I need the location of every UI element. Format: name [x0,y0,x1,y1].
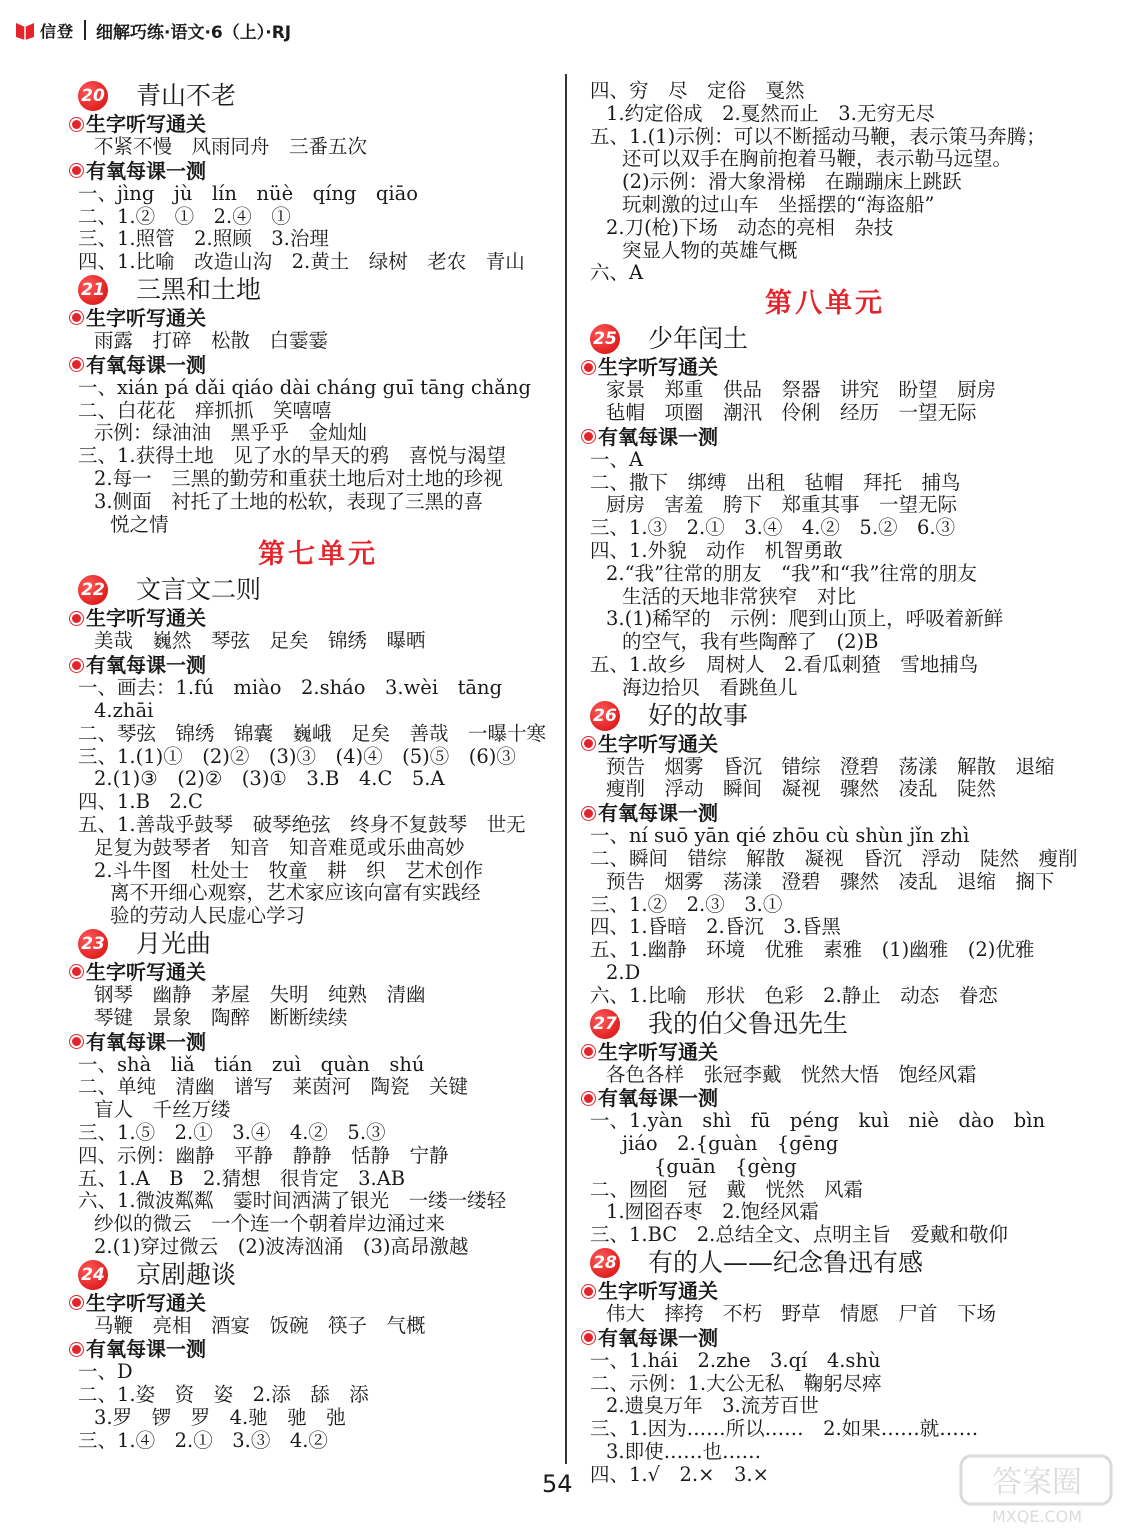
section-heading [584,1279,1060,1303]
answer-line: 琴键 景象 陶醉 断断续续 [94,1005,348,1029]
lesson-number-badge: 24 [78,1260,108,1290]
answer-line: 一、D [78,1360,133,1384]
section-heading-text: 生字听写通关 [86,112,206,136]
red-dot-icon [72,120,81,129]
lesson-title [590,700,1060,732]
section-heading-text: 生字听写通关 [598,1039,718,1064]
answer-line: 二、白花花 痒抓抓 笑嘻嘻 [78,398,332,422]
lesson-title [78,80,558,112]
red-dot-icon [72,313,81,322]
section-heading [584,355,1060,379]
section-heading-text: 有氧每课一测 [598,1325,718,1350]
red-dot-icon [584,1287,593,1296]
answer-line: 钢琴 幽静 茅屋 失明 纯熟 清幽 [94,982,426,1006]
red-dot-icon [584,1094,593,1103]
answer-line: 海边拾贝 看跳鱼儿 [622,675,798,699]
answer-line: 3.罗 锣 罗 4.驰 驰 弛 [94,1406,346,1430]
answer-line: 二、1.② ① 2.④ ① [78,204,291,228]
answer-line: 离不开细心观察，艺术家应该向富有实践经 [110,881,481,905]
section-heading-text: 有氧每课一测 [598,801,718,826]
lesson-title [78,928,558,960]
lesson-title [78,574,558,606]
answer-line: 一、A [590,447,644,471]
answer-line: 的空气，我有些陶醉了 (2)B [622,630,879,654]
answer-line: 3.即使……也…… [606,1440,762,1464]
lesson-title-text: 我的伯父鲁迅先生 [648,1008,849,1038]
answer-line: 2.每一 三黑的勤劳和重获土地后对土地的珍视 [94,466,503,490]
lesson-number-badge: 26 [590,701,620,731]
lesson-number-badge: 22 [78,575,108,605]
answer-line: 二、1.姿 资 姿 2.添 舔 添 [78,1383,369,1407]
answer-line: 三、1.⑤ 2.① 3.④ 4.② 5.③ [78,1120,386,1144]
answer-line: 2.“我”往常的朋友 “我”和“我”往常的朋友 [606,561,977,585]
answer-line: 还可以双手在胸前抱着马鞭，表示勒马远望。 [622,147,1013,171]
answer-line: 四、穷 尽 定俗 戛然 [590,79,805,102]
section-heading-text: 有氧每课一测 [86,1337,206,1362]
section-heading [584,801,1060,825]
answer-line: 四、示例：幽静 平静 静静 恬静 宁静 [78,1143,449,1167]
answer-line: 验的劳动人民虚心学习 [110,904,306,928]
answer-line: 一、shà liǎ tián zuì quàn shú [78,1052,425,1076]
answer-line: 示例：绿油油 黑乎乎 金灿灿 [94,421,368,445]
section-heading-text: 生字听写通关 [86,959,206,984]
section-heading [72,1337,558,1361]
answer-line: 毡帽 项圈 潮汛 伶俐 经历 一望无际 [606,400,977,424]
lesson-title-text: 三黑和土地 [136,274,262,304]
section-heading [72,353,558,377]
answer-line: 3.侧面 衬托了土地的松软，表现了三黑的喜 [94,489,484,513]
answer-line: 厨房 害羞 胯下 郑重其事 一望无际 [606,493,958,517]
red-dot-icon [72,166,81,175]
answer-line: 1.囫囵吞枣 2.饱经风霜 [606,1200,819,1224]
answer-line: 五、1.A B 2.猜想 很肯定 3.AB [78,1166,406,1190]
left-column [78,80,558,1453]
lesson-title-text: 好的故事 [648,700,749,730]
page-number: 54 [542,1470,573,1498]
answer-line: 三、1.② 2.③ 3.① [590,892,783,916]
answer-line: 预告 烟雾 荡漾 澄碧 骤然 凌乱 退缩 搁下 [606,869,1055,893]
section-heading [72,606,558,630]
lesson-number-badge: 28 [590,1248,620,1278]
lesson-number-badge: 23 [78,929,108,959]
answer-line: 一、画去：1.fú miào 2.sháo 3.wèi tāng [78,676,503,700]
lesson-title-text: 月光曲 [136,928,212,958]
answer-line: 伟大 摔挎 不朽 野草 情愿 尸首 下场 [606,1302,997,1326]
lesson-number-badge: 21 [78,275,108,305]
answer-line: 三、1.照管 2.照顾 3.治理 [78,227,329,251]
section-heading-text: 生字听写通关 [86,305,206,330]
red-dot-icon [584,363,593,372]
section-heading-text: 有氧每课一测 [86,158,206,183]
answer-line: 3.(1)稀罕的 示例：爬到山顶上，呼吸着新鲜 [606,607,1004,631]
answer-line: 美哉 巍然 琴弦 足矣 锦绣 曝晒 [94,629,426,653]
red-dot-icon [72,661,81,670]
answer-line: 一、jìng jù lín nüè qíng qiāo [78,181,418,205]
section-heading-text: 生字听写通关 [86,606,206,631]
answer-line: 二、撒下 绑缚 出租 毡帽 拜托 捕鸟 [590,470,961,494]
section-heading-text: 有氧每课一测 [86,653,206,678]
lesson-title [78,1259,558,1291]
red-dot-icon [584,432,593,441]
answer-line: 五、1.幽静 环境 优雅 素雅 (1)幽雅 (2)优雅 [590,938,1035,962]
red-dot-icon [72,1298,81,1307]
answer-line: 足复为鼓琴者 知音 知音难觅或乐曲高妙 [94,835,465,859]
book-logo-icon [14,19,36,41]
red-dot-icon [72,1345,81,1354]
section-heading [584,1086,1060,1110]
answer-line: 玩刺激的过山车 坐摇摆的“海盗船” [622,192,935,216]
answer-line: 2.遗臭万年 3.流芳百世 [606,1394,819,1418]
section-heading-text: 生字听写通关 [598,1279,718,1304]
red-dot-icon [584,1333,593,1342]
answer-line: 2.(1)③ (2)② (3)① 3.B 4.C 5.A [94,767,445,791]
answer-line: 五、1.故乡 周树人 2.看瓜刺猹 雪地捕鸟 [590,652,979,676]
lesson-number-badge: 25 [590,324,620,354]
answer-line: 预告 烟雾 昏沉 错综 澄碧 荡漾 解散 退缩 [606,754,1055,778]
brand-name: 信登 [40,21,75,41]
red-dot-icon [72,360,81,369]
section-heading-text: 生字听写通关 [598,355,718,380]
answer-line: 四、1.B 2.C [78,790,203,814]
watermark-logo [959,1452,1119,1528]
answer-line: 三、1.③ 2.① 3.④ 4.② 5.② 6.③ [590,516,956,540]
section-heading [584,1326,1060,1350]
answer-line: {guān {gèng [654,1154,797,1178]
lesson-title [590,1008,1060,1040]
lesson-title-text: 青山不老 [136,81,237,110]
lesson-title-text: 有的人——纪念鲁迅有感 [648,1248,924,1278]
page-header [14,16,291,44]
red-dot-icon [584,739,593,748]
red-dot-icon [72,614,81,623]
unit-heading: 第八单元 [765,288,885,320]
answer-line: 五、1.善哉乎鼓琴 破琴绝弦 终身不复鼓琴 世无 [78,812,526,836]
answer-line: 家景 郑重 供品 祭器 讲究 盼望 厨房 [606,378,997,402]
answer-line: 一、1.yàn shì fū péng kuì niè dào bìn [590,1109,1046,1133]
answer-line: 三、1.(1)① (2)② (3)③ (4)④ (5)⑤ (6)③ [78,744,516,768]
answer-line: 三、1.④ 2.① 3.③ 4.② [78,1428,328,1452]
answer-line: 一、xián pá dǎi qiáo dài cháng guī tāng chǎng [78,375,531,399]
lesson-title [78,274,558,306]
answer-line: 雨露 打碎 松散 白霎霎 [94,328,329,352]
section-heading-text: 生字听写通关 [598,731,718,756]
answer-line: 2.(1)穿过微云 (2)波涛汹涌 (3)高昂激越 [94,1234,469,1258]
answer-line: 2.斗牛图 杜处士 牧童 耕 织 艺术创作 [94,858,484,882]
section-heading [72,159,558,183]
svg-text:答案圈: 答案圈 [992,1465,1082,1500]
answer-line: 2.D [606,960,641,984]
answer-line: 1.约定俗成 2.戛然而止 3.无穷无尽 [606,101,935,125]
lesson-number-badge: 27 [590,1009,620,1039]
unit-heading: 第七单元 [258,539,378,571]
section-heading [584,1040,1060,1064]
section-heading-text: 有氧每课一测 [86,352,206,377]
section-heading [584,732,1060,756]
answer-line: 三、1.BC 2.总结全文、点明主旨 爱戴和敬仰 [590,1223,1008,1247]
lesson-title-text: 少年闰土 [648,324,749,354]
section-heading-text: 生字听写通关 [86,1290,206,1315]
lesson-title [590,1247,1060,1279]
answer-line: 一、1.hái 2.zhe 3.qí 4.shù [590,1348,881,1372]
answer-line: 二、示例：1.大公无私 鞠躬尽瘁 [590,1371,882,1395]
book-title: 细解巧练·语文·6（上）·RJ [96,22,292,43]
lesson-title-text: 京剧趣谈 [136,1259,237,1289]
answer-line: 六、A [590,261,644,285]
svg-text:MXQE.COM: MXQE.COM [991,1507,1083,1526]
answer-line: 2.刀(枪)下场 动态的亮相 杂技 [606,215,894,239]
answer-line: 六、1.比喻 形状 色彩 2.静止 动态 眷恋 [590,983,998,1007]
section-heading-text: 有氧每课一测 [598,424,718,449]
lesson-title [590,323,1060,355]
answer-line: jiáo 2.{guàn {gēng [622,1132,839,1156]
answer-line: 盲人 千丝万缕 [94,1098,231,1122]
section-heading [72,960,558,984]
section-heading [72,306,558,330]
answer-line: 六、1.微波粼粼 霎时间洒满了银光 一缕一缕轻 [78,1189,507,1213]
section-heading [72,112,558,136]
answer-line: 四、1.比喻 改造山沟 2.黄土 绿树 老农 青山 [78,250,525,274]
answer-line: 三、1.获得土地 见了水的旱天的鸦 喜悦与渴望 [78,444,507,468]
answer-line: (2)示例：滑大象滑梯 在蹦蹦床上跳跃 [622,170,962,194]
section-heading-text: 有氧每课一测 [598,1086,718,1111]
answer-line: 二、单纯 清幽 谱写 莱茵河 陶瓷 关键 [78,1075,469,1099]
answer-line: 悦之情 [110,512,169,536]
answer-line: 四、1.外貌 动作 机智勇敢 [590,538,843,562]
answer-line: 4.zhāi [94,698,154,722]
answer-line: 四、1.√ 2.× 3.× [590,1462,769,1486]
section-heading-text: 有氧每课一测 [86,1029,206,1054]
answer-line: 不紧不慢 风雨同舟 三番五次 [94,135,368,158]
answer-line: 生活的天地非常狭窄 对比 [622,584,857,608]
answer-line: 二、瞬间 错综 解散 凝视 昏沉 浮动 陡然 瘦削 [590,846,1078,870]
column-divider [565,74,567,1464]
answer-line: 五、1.(1)示例：可以不断摇动马鞭，表示策马奔腾； [590,124,1046,148]
lesson-title-text: 文言文二则 [136,575,262,605]
section-heading [72,653,558,677]
answer-line: 二、琴弦 锦绣 锦囊 巍峨 足矣 善哉 一曝十寒 [78,721,547,745]
answer-line: 二、囫囵 冠 戴 恍然 风霜 [590,1177,864,1201]
red-dot-icon [72,1037,81,1046]
section-heading [72,1291,558,1315]
lesson-number-badge: 20 [78,81,108,111]
answer-line: 瘦削 浮动 瞬间 凝视 骤然 凌乱 陡然 [606,777,997,801]
answer-line: 一、ní suō yān qié zhōu cù shùn jǐn zhì [590,824,970,848]
section-heading [72,1030,558,1054]
answer-line: 纱似的微云 一个连一个朝着岸边涌过来 [94,1212,446,1236]
red-dot-icon [72,967,81,976]
section-heading [584,425,1060,449]
answer-line: 马鞭 亮相 酒宴 饭碗 筷子 气概 [94,1313,426,1337]
answer-line: 四、1.昏暗 2.昏沉 3.昏黑 [590,915,841,939]
red-dot-icon [584,809,593,818]
answer-line: 突显人物的英雄气概 [622,238,798,262]
header-separator [84,20,86,40]
answer-line: 各色各样 张冠李戴 恍然大悟 饱经风霜 [606,1062,977,1086]
answer-line: 三、1.因为……所以…… 2.如果……就…… [590,1417,979,1441]
red-dot-icon [584,1047,593,1056]
